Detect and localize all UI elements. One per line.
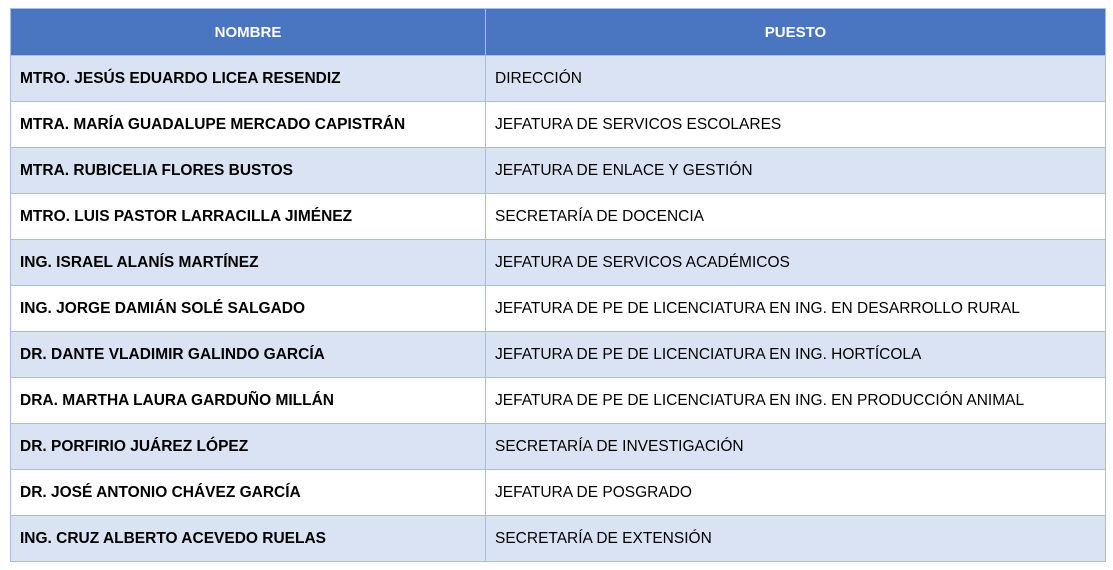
table-header-row — [11, 9, 1106, 56]
position-cell: SECRETARÍA DE INVESTIGACIÓN — [486, 424, 1106, 470]
column-header-nombre: NOMBRE — [11, 9, 486, 56]
table-row — [11, 378, 1106, 424]
position-cell: JEFATURA DE ENLACE Y GESTIÓN — [486, 148, 1106, 194]
position-cell: JEFATURA DE SERVICOS ACADÉMICOS — [486, 240, 1106, 286]
table-row — [11, 56, 1106, 102]
name-cell: ING. JORGE DAMIÁN SOLÉ SALGADO — [11, 286, 486, 332]
position-cell: JEFATURA DE PE DE LICENCIATURA EN ING. EN DESARROLLO RURAL — [486, 286, 1106, 332]
position-cell: JEFATURA DE SERVICOS ESCOLARES — [486, 102, 1106, 148]
position-cell: JEFATURA DE PE DE LICENCIATURA EN ING. EN PRODUCCIÓN ANIMAL — [486, 378, 1106, 424]
name-cell: DR. PORFIRIO JUÁREZ LÓPEZ — [11, 424, 486, 470]
name-cell: DR. DANTE VLADIMIR GALINDO GARCÍA — [11, 332, 486, 378]
position-cell: DIRECCIÓN — [486, 56, 1106, 102]
name-cell: MTRA. MARÍA GUADALUPE MERCADO CAPISTRÁN — [11, 102, 486, 148]
name-cell: ING. ISRAEL ALANÍS MARTÍNEZ — [11, 240, 486, 286]
table-row — [11, 332, 1106, 378]
position-cell: SECRETARÍA DE DOCENCIA — [486, 194, 1106, 240]
name-cell: DR. JOSÉ ANTONIO CHÁVEZ GARCÍA — [11, 470, 486, 516]
table-row — [11, 286, 1106, 332]
table-row — [11, 194, 1106, 240]
name-cell: MTRA. RUBICELIA FLORES BUSTOS — [11, 148, 486, 194]
name-cell: MTRO. LUIS PASTOR LARRACILLA JIMÉNEZ — [11, 194, 486, 240]
name-cell: ING. CRUZ ALBERTO ACEVEDO RUELAS — [11, 516, 486, 562]
staff-table-container — [10, 8, 1105, 562]
staff-table — [10, 8, 1106, 562]
name-cell: DRA. MARTHA LAURA GARDUÑO MILLÁN — [11, 378, 486, 424]
name-cell: MTRO. JESÚS EDUARDO LICEA RESENDIZ — [11, 56, 486, 102]
table-row — [11, 240, 1106, 286]
position-cell: JEFATURA DE PE DE LICENCIATURA EN ING. HORTÍCOLA — [486, 332, 1106, 378]
position-cell: SECRETARÍA DE EXTENSIÓN — [486, 516, 1106, 562]
column-header-puesto: PUESTO — [486, 9, 1106, 56]
table-row — [11, 148, 1106, 194]
table-row — [11, 424, 1106, 470]
table-row — [11, 470, 1106, 516]
table-row — [11, 102, 1106, 148]
position-cell: JEFATURA DE POSGRADO — [486, 470, 1106, 516]
table-row — [11, 516, 1106, 562]
